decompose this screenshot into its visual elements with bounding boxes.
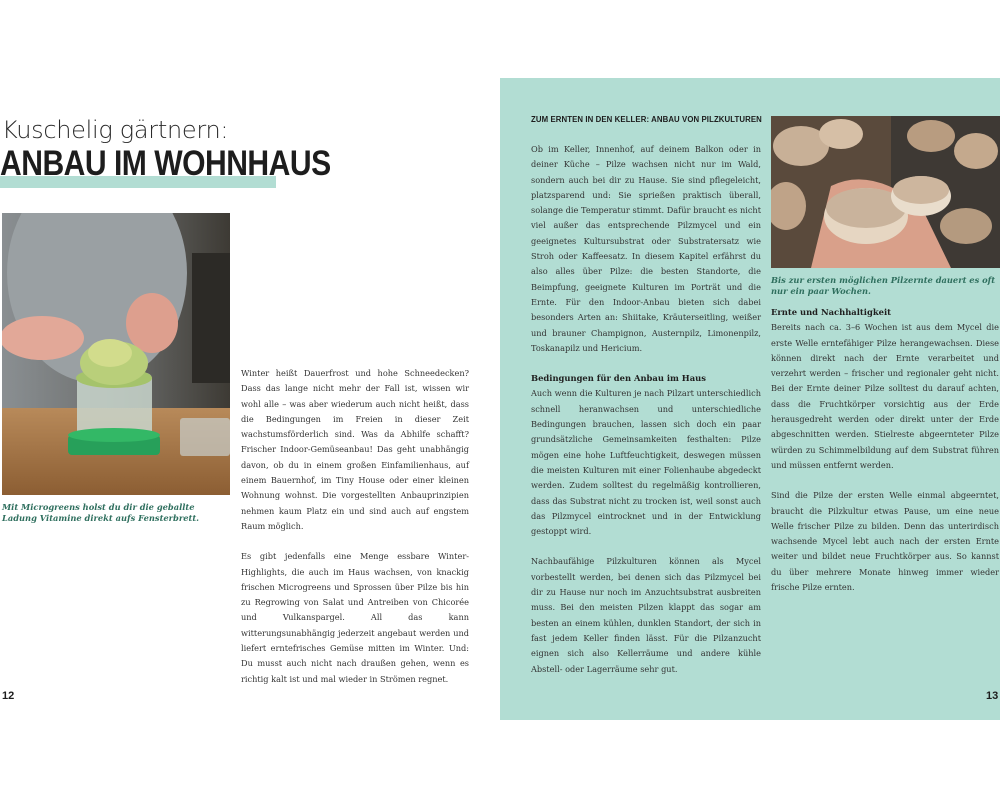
chapter-title-bold: ANBAU IM WOHNHAUS bbox=[0, 144, 331, 183]
paragraph: Nachbaufähige Pilzkulturen können als Mycel vorbestellt werden, bei denen sich das Pilzmycel bei dir zu Hause nur noch im Anzuchtsubstrat ausbreiten muss. Bei den meisten Pilzen klappt das sogar am besten an einem kühlen, dunklen Standort, der sich in fast jedem Keller finden lässt. Für die Pilzanzucht eignen sich also Kellerräume und andere kühle Abstell- oder Lagerräume sehr gut. bbox=[531, 556, 761, 674]
mushroom-photo-caption: Bis zur ersten möglichen Pilzernte dauert es oft nur ein paar Wochen. bbox=[771, 275, 996, 296]
paragraph: Winter heißt Dauerfrost und hohe Schneedecken? Dass das lange nicht mehr der Fall ist, wissen wir wohl alle – was aber wiederum auch nicht heißt, dass die Bedingungen im Freien in dieser Zeit wachstumsförderlich sind. Was da Abhilfe schafft? Frischer Indoor-Gemüseanbau! Das geht unabhängig davon, ob du in einem großen Einfamilienhaus, auf einem Bauernhof, im Tiny House oder einer kleinen Wohnung wohnst. Die vorgestellten Anbauprinzipien nehmen kaum Platz ein und sind auch auf engstem Raum möglich. bbox=[241, 368, 469, 531]
paragraph: Sind die Pilze der ersten Welle einmal abgeerntet, braucht die Pilzkultur etwas Pause, um eine neue Welle frischer Pilze zu bilden. Denn das unterirdisch wachsende Mycel lebt auch nach der ersten Ernte weiter und bildet neue Fruchtkörper aus. So kannst du über mehrere Monate hinweg immer wieder frische Pilze ernten. bbox=[771, 490, 999, 593]
left-body-text bbox=[241, 366, 469, 687]
mushroom-photo bbox=[771, 116, 1000, 268]
paragraph: Bereits nach ca. 3–6 Wochen ist aus dem Mycel die erste Welle erntefähiger Pilze herangewachsen. Diese können direkt nach der Ernte verarbeitet und verzehrt werden – frischer und regionaler geht nicht. Bei der Ernte deiner Pilze solltest du darauf achten, dass die Fruchtkörper vorsichtig aus der Erde herausgedreht werden oder direkt unter der Erde abgeschnitten werden. Stielreste abgeernteter Pilze würden zu Schimmelbildung auf dem Substrat führen und müssen entfernt werden. bbox=[771, 322, 999, 470]
chapter-title-wrapper bbox=[0, 144, 385, 184]
intro-paragraph: Ob im Keller, Innenhof, auf deinem Balkon oder in deiner Küche – Pilze wachsen nicht nur im Wald, sondern auch bei dir zu Hause. Sie sind pflegeleicht, platzsparend und: Sie sprießen praktisch überall, solange die Temperatur stimmt. Dafür braucht es nicht viel außer das entsprechende Pilzmycel und ein geeignetes Kultursubstrat oder Substratersatz wie Stroh oder Kaffeesatz. In diesem Kapitel erfährst du also alles über Pilze: die besten Standorte, die Beimpfung, geeignete Kulturen im Porträt und die Ernte. Für den Indoor-Anbau bieten sich dabei besonders Arten an: Shiitake, Kräuterseitling, weißer und brauner Champignon, Austernpilz, Limonenpilz, Toskanapilz und Hericium. bbox=[531, 144, 761, 353]
box-heading: ZUM ERNTEN IN DEN KELLER: ANBAU VON PILZKULTUREN bbox=[531, 115, 762, 124]
page-number-left: 12 bbox=[2, 690, 15, 702]
microgreens-photo-caption: Mit Microgreens holst du dir die geballte Ladung Vitamine direkt aufs Fensterbrett. bbox=[2, 502, 200, 523]
page-number-right: 13 bbox=[986, 690, 999, 702]
paragraph: Auch wenn die Kulturen je nach Pilzart unterschiedlich schnell heranwachsen und unterschiedliche Bedingungen brauchen, lassen sich doch ein paar grundsätzliche Gemeinsamkeiten festhalten: Pilze mögen eine hohe Luftfeuchtigkeit, deswegen müssen die meisten Kulturen mit einer Folienhaube abgedeckt werden. Zudem solltest du regelmäßig kontrollieren, dass das Substrat nicht zu trocken ist, weil sonst auch das Pilzmycel eintrocknet und in der Entwicklung gestoppt wird. bbox=[531, 388, 761, 537]
right-column-1 bbox=[531, 142, 761, 677]
paragraph: Es gibt jedenfalls eine Menge essbare Winter-Highlights, die auch im Haus wachsen, von knackig frischen Microgreens und Sprossen über Pilze bis hin zu Regrowing von Salat und Antreiben von Chicorée und Vulkanspargel. All das kann witterungsunabhängig jederzeit angebaut werden und liefert erntefrisches Gemüse mitten im Winter. Und: Du musst auch nicht nach draußen gehen, wenn es richtig kalt ist und mal wieder in Strömen regnet. bbox=[241, 551, 469, 684]
chapter-title-light: Kuschelig gärtnern: bbox=[2, 116, 229, 144]
right-column-2 bbox=[771, 305, 999, 595]
section-heading-conditions: Bedingungen für den Anbau im Haus bbox=[531, 373, 706, 384]
microgreens-photo bbox=[2, 213, 230, 495]
section-heading-harvest: Ernte und Nachhaltigkeit bbox=[771, 307, 892, 317]
